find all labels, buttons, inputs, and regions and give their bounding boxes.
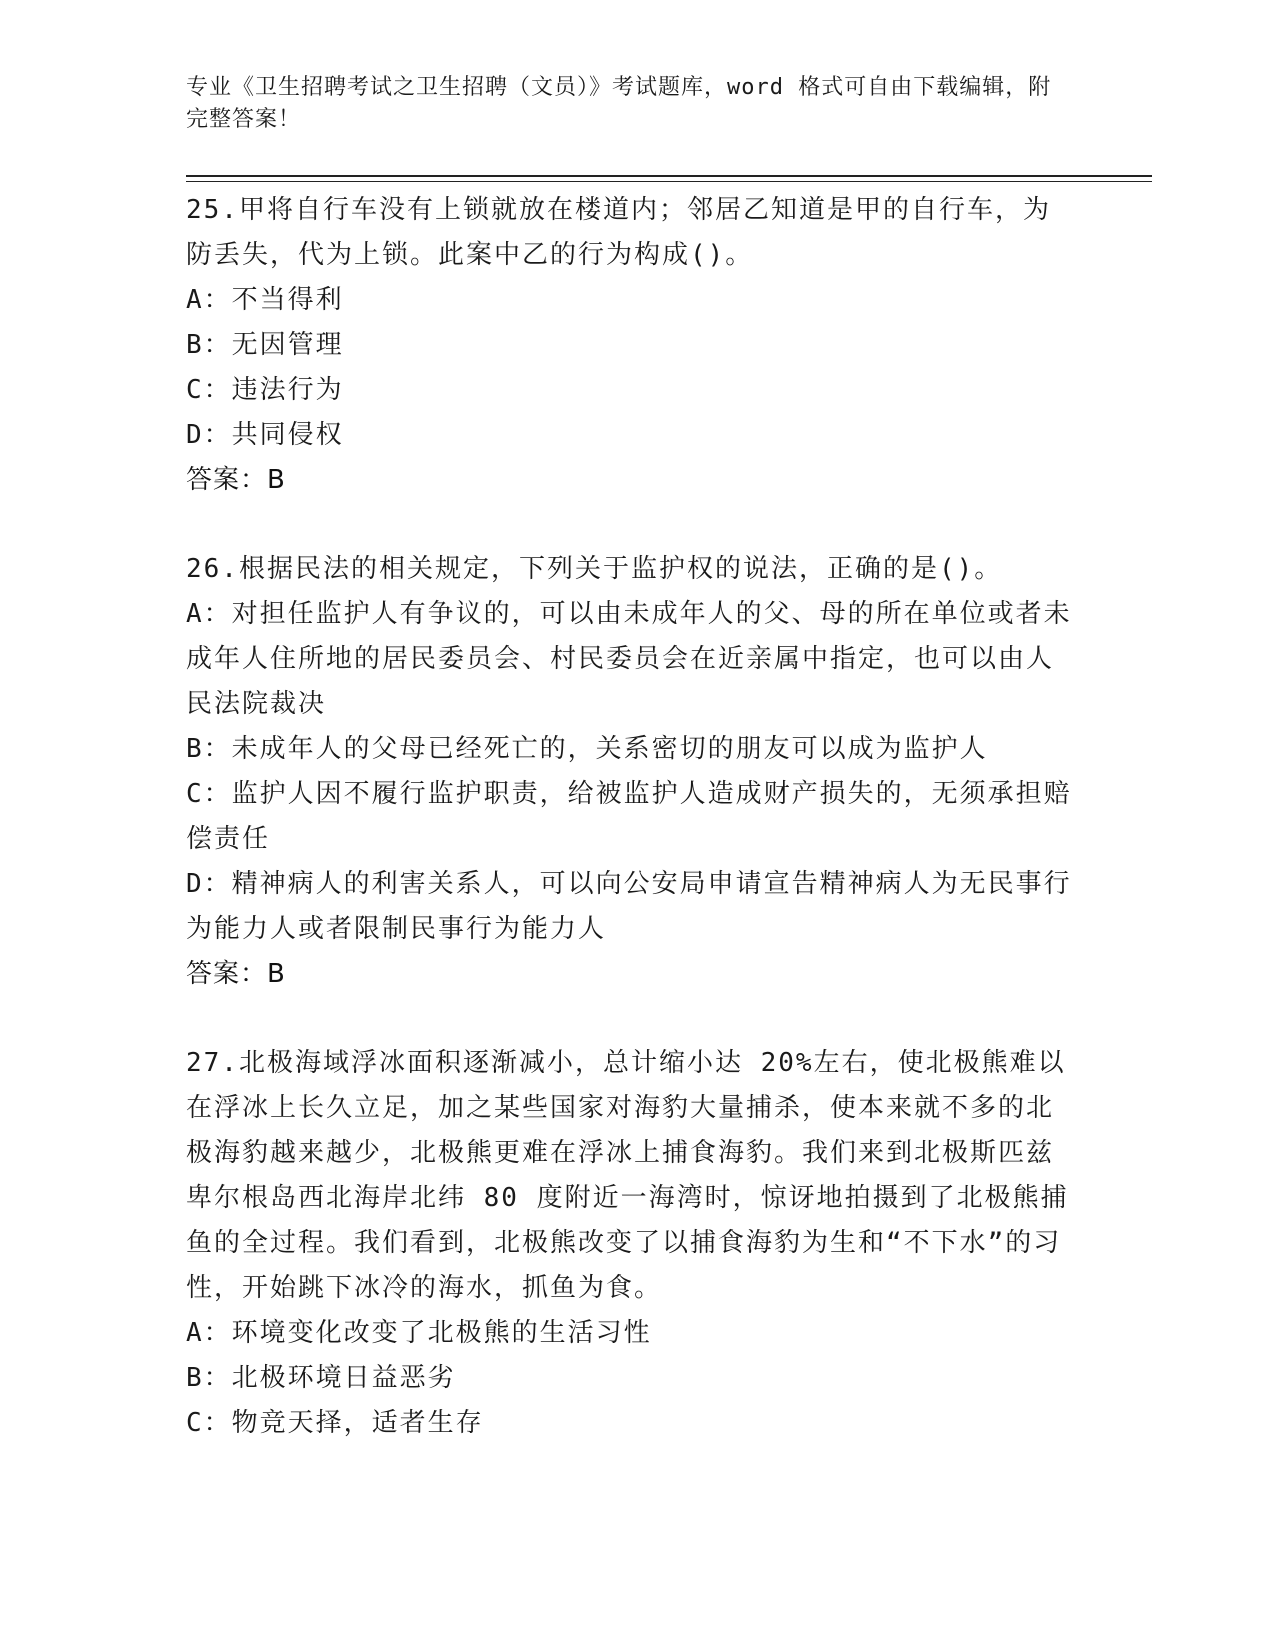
option-b: B：北极环境日益恶劣 xyxy=(186,1363,456,1393)
option-c: C：物竞天择，适者生存 xyxy=(186,1408,484,1438)
option-a: A：不当得利 xyxy=(186,285,344,315)
option-d: D：精神病人的利害关系人，可以向公安局申请宣告精神病人为无民事行为能力人或者限制民事行为能力人 xyxy=(186,869,1072,944)
header-divider xyxy=(186,175,1152,177)
question-26 xyxy=(186,547,1076,997)
question-stem: 27.北极海域浮冰面积逐渐减小，总计缩小达 20%左右，使北极熊难以在浮冰上长久立足，加之某些国家对海豹大量捕杀，使本来就不多的北极海豹越来越少，北极熊更难在浮冰上捕食海豹。我们来到北极斯匹兹卑尔根岛西北海岸北纬 80 度附近一海湾时，惊讶地拍摄到了北极熊捕鱼的全过程。我们看到，北极熊改变了以捕食海豹为生和“不下水”的习性，开始跳下冰冷的海水，抓鱼为食。 xyxy=(186,1048,1069,1303)
option-a: A：环境变化改变了北极熊的生活习性 xyxy=(186,1318,652,1348)
option-c: C：监护人因不履行监护职责，给被监护人造成财产损失的，无须承担赔偿责任 xyxy=(186,779,1072,854)
option-c: C：违法行为 xyxy=(186,375,344,405)
answer-label: 答案：B xyxy=(186,959,286,989)
question-stem: 25.甲将自行车没有上锁就放在楼道内；邻居乙知道是甲的自行车，为防丢失，代为上锁。此案中乙的行为构成()。 xyxy=(186,195,1051,270)
answer-label: 答案：B xyxy=(186,465,286,495)
question-27 xyxy=(186,1041,1076,1446)
header-divider-thin xyxy=(186,181,1152,182)
option-d: D：共同侵权 xyxy=(186,420,344,450)
question-stem: 26.根据民法的相关规定，下列关于监护权的说法，正确的是()。 xyxy=(186,554,1003,584)
question-list xyxy=(186,188,1076,1490)
document-header: 专业《卫生招聘考试之卫生招聘（文员）》考试题库，word 格式可自由下载编辑，附完整答案！ xyxy=(186,75,1052,132)
option-b: B：未成年人的父母已经死亡的，关系密切的朋友可以成为监护人 xyxy=(186,734,988,764)
option-b: B：无因管理 xyxy=(186,330,344,360)
option-a: A：对担任监护人有争议的，可以由未成年人的父、母的所在单位或者未成年人住所地的居民委员会、村民委员会在近亲属中指定，也可以由人民法院裁决 xyxy=(186,599,1072,719)
question-25 xyxy=(186,188,1076,503)
